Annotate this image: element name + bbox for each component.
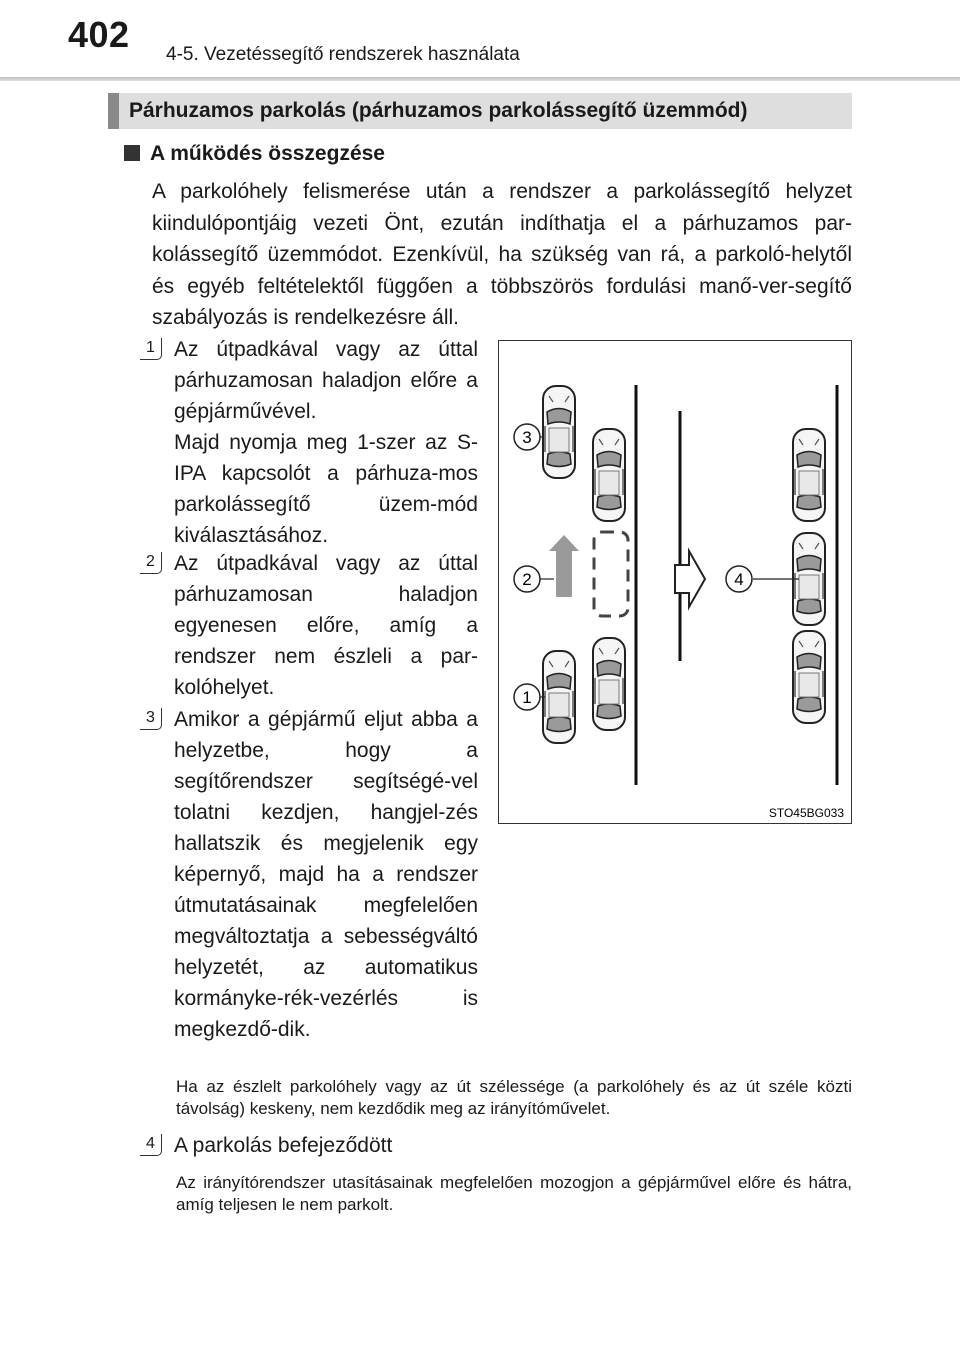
page-number: 402: [68, 14, 130, 55]
moving-car-icon: [543, 651, 575, 743]
section-title: Párhuzamos parkolás (párhuzamos parkolássegítő üzemmód): [108, 93, 852, 129]
callout-label: 3: [522, 428, 532, 447]
step-text-line: Majd nyomja meg 1-szer az S-IPA kapcsolót a párhuza-mos parkolássegítő üzem-mód kiválasztásához.: [174, 431, 478, 547]
parking-illustration: [499, 341, 850, 822]
step-text: Amikor a gépjármű eljut abba a helyzetbe, hogy a segítőrendszer segítségé-vel tolatni kezdjen, hangjel-zés hallatszik és megjelenik egy képernyő, majd ha a rendszer útmutatásainak megfelelően megváltoztatja a sebességváltó helyzetét, az automatikus kormányke-rék-vezérlés is megkezdő-dik.: [174, 708, 478, 1041]
parked-car-icon: [793, 631, 825, 723]
subsection-title: A működés összegzése: [150, 142, 385, 165]
step-marker: 2: [140, 552, 162, 574]
step-3: [140, 704, 478, 1045]
moving-car-icon: [543, 386, 575, 478]
parking-diagram: [498, 340, 852, 824]
callout-label: 4: [734, 570, 744, 589]
parked-car-icon: [793, 429, 825, 521]
step-4-note: Az irányítórendszer utasításainak megfelelően mozogjon a gépjárművel előre és hátra, amíg teljesen le nem parkolt.: [176, 1173, 852, 1214]
step-text: Az útpadkával vagy az úttal párhuzamosan haladjon egyenesen előre, amíg a rendszer nem észleli a par-kolóhelyet.: [174, 552, 478, 699]
step-marker: 1: [140, 338, 162, 360]
chapter-header: 4-5. Vezetéssegítő rendszerek használata: [166, 44, 520, 65]
callout-label: 2: [522, 570, 532, 589]
step-marker: 3: [140, 708, 162, 730]
step-3-note: Ha az észlelt parkolóhely vagy az út szélessége (a parkolóhely és az út széle közti távolság) keskeny, nem kezdődik meg az irányítóművelet.: [176, 1077, 852, 1118]
figure-code: STO45BG033: [768, 806, 844, 820]
parking-space-outline: [594, 532, 628, 616]
forward-arrow-icon: [549, 535, 579, 597]
header-rule: [0, 77, 960, 81]
square-bullet-icon: [124, 145, 140, 161]
step-text-line: Az útpadkával vagy az úttal párhuzamosan haladjon előre a gépjárművével.: [174, 338, 478, 423]
step-2: [140, 548, 478, 703]
intro-paragraph: A parkolóhely felismerése után a rendszer a parkolássegítő helyzet kiindulópontjáig vezeti Önt, ezután indíthatja el a párhuzamos par-kolássegítő üzemmódot. Ezenkívül, ha szükség van rá, a parkoló-helytől és egyéb feltételektől függően a többszörös fordulási manő-ver-segítő szabályozás is rendelkezésre áll.: [152, 180, 852, 329]
subsection-heading: [124, 142, 385, 166]
callout-label: 1: [522, 688, 532, 707]
step-4: [140, 1130, 852, 1161]
step-1: [140, 334, 478, 551]
parked-car-icon: [593, 638, 625, 730]
step-marker: 4: [140, 1134, 162, 1156]
step-text: A parkolás befejeződött: [174, 1134, 393, 1157]
parked-car-icon: [593, 429, 625, 521]
step-text: [174, 334, 478, 551]
